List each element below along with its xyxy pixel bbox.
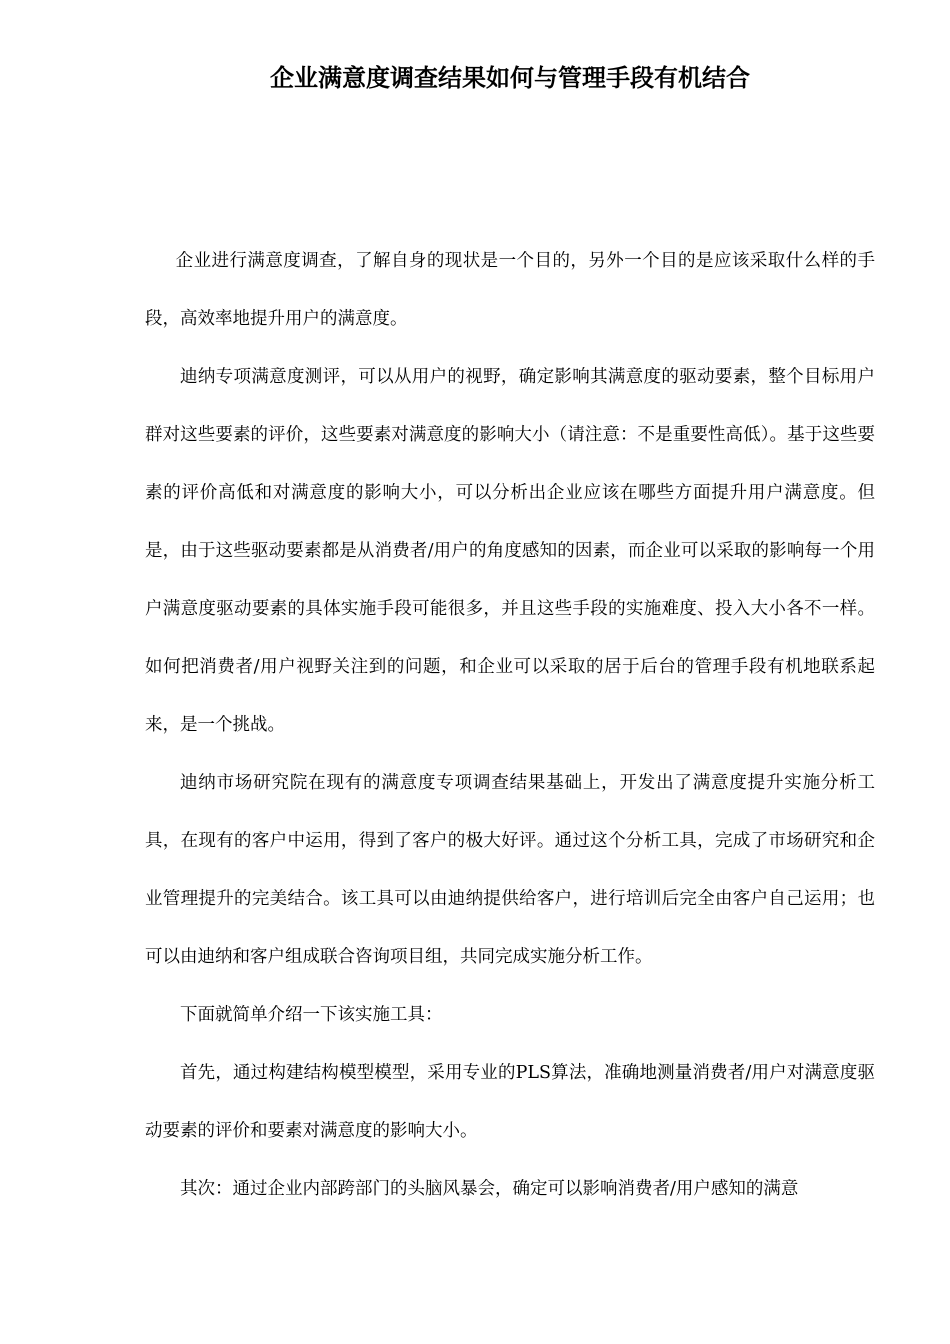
paragraph-first-step: 首先，通过构建结构模型模型，采用专业的PLS算法，准确地测量消费者/用户对满意度驱动要素的评价和要素对满意度的影响大小。 [145, 1063, 875, 1141]
paragraph-second-step: 其次：通过企业内部跨部门的头脑风暴会，确定可以影响消费者/用户感知的满意 [180, 1179, 799, 1199]
paragraph-dina-survey: 迪纳专项满意度测评，可以从用户的视野，确定影响其满意度的驱动要素，整个目标用户群对这些要素的评价，这些要素对满意度的影响大小（请注意：不是重要性高低）。基于这些要素的评价高低和对满意度的影响大小，可以分析出企业应该在哪些方面提升用户满意度。但是，由于这些驱动要素都是从消费者/用户的角度感知的因素，而企业可以采取的影响每一个用户满意度驱动要素的具体实施手段可能很多，并且这些手段的实施难度、投入大小各不一样。如何把消费者/用户视野关注到的问题，和企业可以采取的居于后台的管理手段有机地联系起来，是一个挑战。 [145, 367, 875, 735]
document-body [145, 232, 875, 1218]
paragraph-tool-intro: 下面就简单介绍一下该实施工具： [180, 1005, 443, 1025]
paragraph-intro: 企业进行满意度调查，了解自身的现状是一个目的，另外一个目的是应该采取什么样的手段，高效率地提升用户的满意度。 [145, 251, 875, 329]
document-title: 企业满意度调查结果如何与管理手段有机结合 [270, 63, 750, 92]
paragraph-dina-tool: 迪纳市场研究院在现有的满意度专项调查结果基础上，开发出了满意度提升实施分析工具，在现有的客户中运用，得到了客户的极大好评。通过这个分析工具，完成了市场研究和企业管理提升的完美结合。该工具可以由迪纳提供给客户，进行培训后完全由客户自己运用；也可以由迪纳和客户组成联合咨询项目组，共同完成实施分析工作。 [145, 773, 875, 967]
